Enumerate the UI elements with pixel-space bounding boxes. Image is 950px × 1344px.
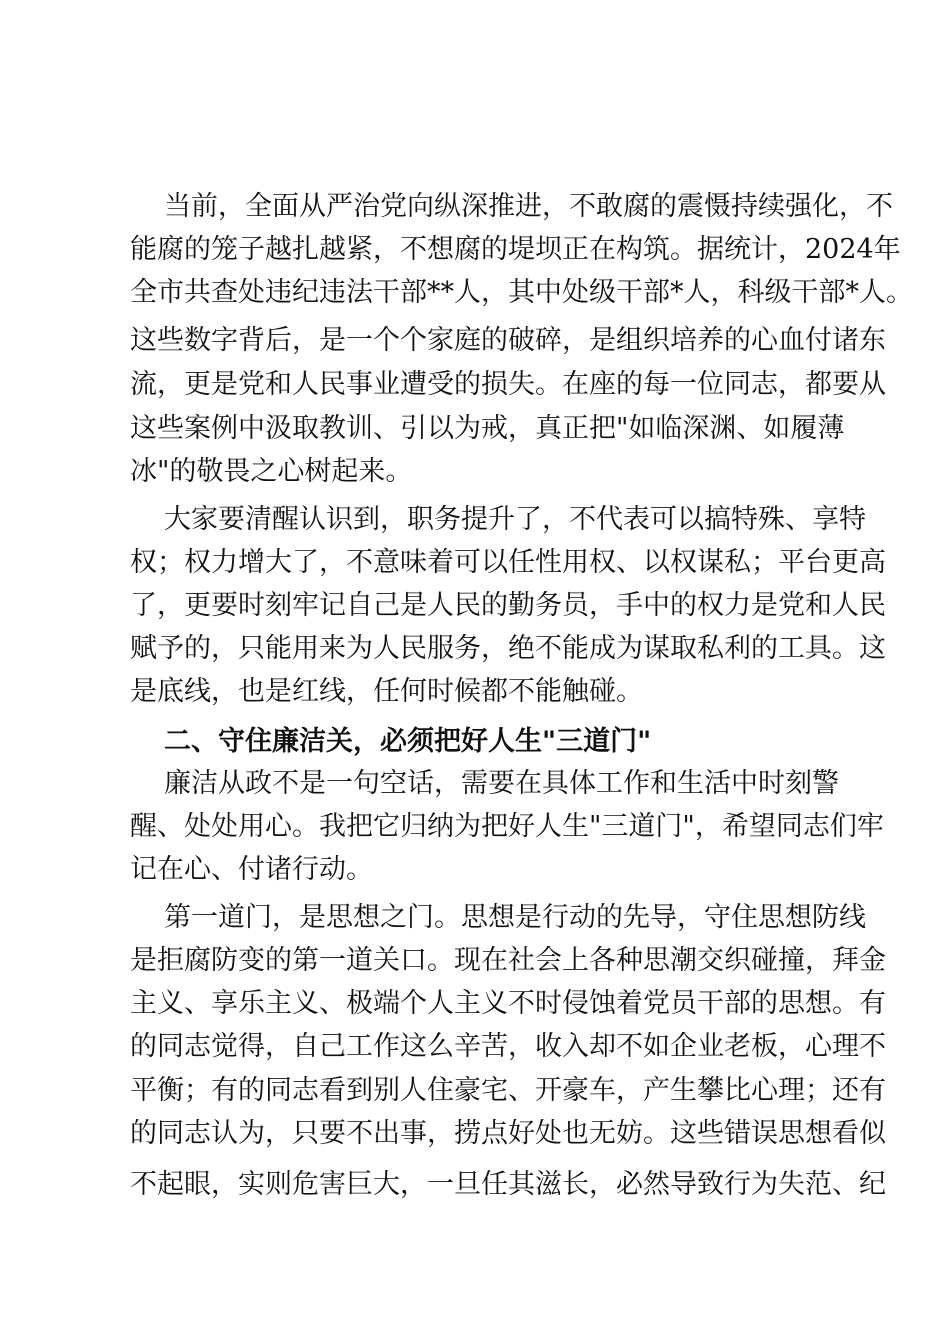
- text-line: 权；权力增大了，不意味着可以任性用权、以权谋私；平台更高: [130, 547, 886, 578]
- text-line: 主义、享乐主义、极端个人主义不时侵蚀着党员干部的思想。有: [130, 988, 886, 1019]
- text-line: 全市共查处违纪违法干部**人，其中处级干部*人，科级干部*人。: [130, 277, 913, 308]
- text-line: 当前，全面从严治党向纵深推进，不敢腐的震慑持续强化，不: [164, 191, 893, 222]
- text-line: 不起眼，实则危害巨大，一旦任其滋长，必然导致行为失范、纪: [130, 1169, 886, 1200]
- text-line: 流，更是党和人民事业遭受的损失。在座的每一位同志，都要从: [130, 369, 886, 400]
- text-line: 能腐的笼子越扎越紧，不想腐的堤坝正在构筑。据统计，2024年: [130, 234, 901, 265]
- text-line: 赋予的，只能用来为人民服务，绝不能成为谋取私利的工具。这: [130, 633, 886, 664]
- text-line: 这些案例中汲取教训、引以为戒，真正把"如临深渊、如履薄: [130, 413, 845, 444]
- text-line: 冰"的敬畏之心树起来。: [130, 456, 413, 487]
- text-line: 醒、处处用心。我把它归纳为把好人生"三道门"，希望同志们牢: [130, 811, 884, 842]
- heading-text: 二、守住廉洁关，必须把好人生"三道门": [164, 726, 652, 757]
- text-line: 是底线，也是红线，任何时候都不能触碰。: [130, 676, 643, 707]
- text-line: 大家要清醒认识到，职务提升了，不代表可以搞特殊、享特: [164, 504, 866, 535]
- text-line: 这些数字背后，是一个个家庭的破碎，是组织培养的心血付诸东: [130, 325, 886, 356]
- text-line: 的同志认为，只要不出事，捞点好处也无妨。这些错误思想看似: [130, 1118, 886, 1149]
- text-line: 的同志觉得，自己工作这么辛苦，收入却不如企业老板，心理不: [130, 1031, 886, 1062]
- text-line: 了，更要时刻牢记自己是人民的勤务员，手中的权力是党和人民: [130, 590, 886, 621]
- text-line: 是拒腐防变的第一道关口。现在社会上各种思潮交织碰撞，拜金: [130, 945, 886, 976]
- text-line: 记在心、付诸行动。: [130, 854, 373, 885]
- text-line: 廉洁从政不是一句空话，需要在具体工作和生活中时刻警: [164, 768, 839, 799]
- text-line: 第一道门，是思想之门。思想是行动的先导，守住思想防线: [164, 902, 866, 933]
- text-line: 平衡；有的同志看到别人住豪宅、开豪车，产生攀比心理；还有: [130, 1075, 886, 1106]
